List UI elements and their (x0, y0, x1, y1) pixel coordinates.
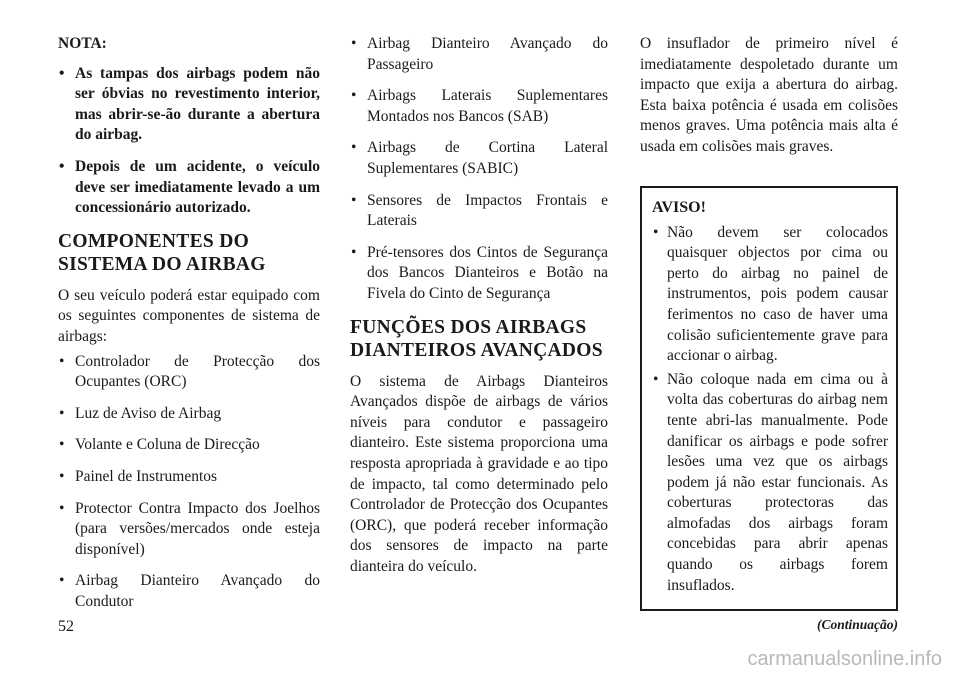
watermark: carmanualsonline.info (747, 648, 942, 670)
list-item: • Luz de Aviso de Airbag (58, 404, 320, 425)
warning-title: AVISO! (652, 198, 706, 216)
note-list (58, 64, 320, 219)
section-heading-functions: FUNÇÕES DOS AIRBAGS DIANTEIROS AVANÇADOS (350, 316, 603, 361)
list-item: • Volante e Coluna de Direcção (58, 435, 320, 456)
list-item: • Painel de Instrumentos (58, 467, 320, 488)
page-number: 52 (58, 618, 74, 635)
left-column (58, 34, 320, 623)
functions-body: O sistema de Airbags Dianteiros Avançados dispõe de airbags de vários níveis para condutor e passageiro dianteiro. Este sistema proporciona uma resposta apropriada à gravidade e ao tipo de impacto, tal como determinado pelo Controlador de Protecção dos Ocupantes (ORC), que poderá receber informação dos sensores de impacto na parte dianteira do veículo. (350, 372, 608, 575)
warning-list (652, 223, 888, 597)
components-list-continued (350, 34, 608, 305)
components-list (58, 352, 320, 613)
list-item: • Protector Contra Impacto dos Joelhos (para versões/mercados onde esteja disponível) (58, 499, 320, 561)
inflator-body: O insuflador de primeiro nível é imediatamente despoletado durante um impacto que exija a abertura do airbag. Esta baixa potência é usada em colisões menos graves. Uma potência mais alta é usada em colisões mais graves. (640, 35, 898, 155)
list-item: • Pré-tensores dos Cintos de Segurança dos Bancos Dianteiros e Botão na Fivela do Cinto de Segurança (350, 243, 608, 305)
list-item: • Não devem ser colocados quaisquer objectos por cima ou perto do airbag no painel de instrumentos, pois podem causar ferimentos no caso de haver uma colisão suficientemente grave para accionar o airbag. (652, 223, 888, 367)
list-item: • As tampas dos airbags podem não ser óbvias no revestimento interior, mas abrir-se-ão durante a abertura do airbag. (58, 64, 320, 146)
list-item: • Sensores de Impactos Frontais e Laterais (350, 191, 608, 232)
section-heading-components: COMPONENTES DO SISTEMA DO AIRBAG (58, 230, 266, 275)
warning-box (640, 186, 898, 612)
list-item: • Airbag Dianteiro Avançado do Passageiro (350, 34, 608, 75)
continuation-label: (Continuação) (816, 617, 898, 633)
list-item: • Controlador de Protecção dos Ocupantes (ORC) (58, 352, 320, 393)
list-item: • Depois de um acidente, o veículo deve ser imediatamente levado a um concessionário autorizado. (58, 157, 320, 219)
components-intro: O seu veículo poderá estar equipado com os seguintes componentes de sistema de airbags: (58, 286, 320, 345)
list-item: • Não coloque nada em cima ou à volta das coberturas do airbag nem tente abri-las manualmente. Pode danificar os airbags e pode sofrer lesões uma vez que os airbags podem já não estar funcionais. As coberturas protectoras das almofadas dos airbags foram concebidas para abrir apenas quando os airbags forem insuflados. (652, 370, 888, 597)
right-column (640, 34, 898, 633)
list-item: • Airbags Laterais Suplementares Montados nos Bancos (SAB) (350, 86, 608, 127)
middle-column (350, 34, 608, 577)
list-item: • Airbags de Cortina Lateral Suplementares (SABIC) (350, 138, 608, 179)
note-title: NOTA: (58, 35, 107, 52)
list-item: • Airbag Dianteiro Avançado do Condutor (58, 571, 320, 612)
